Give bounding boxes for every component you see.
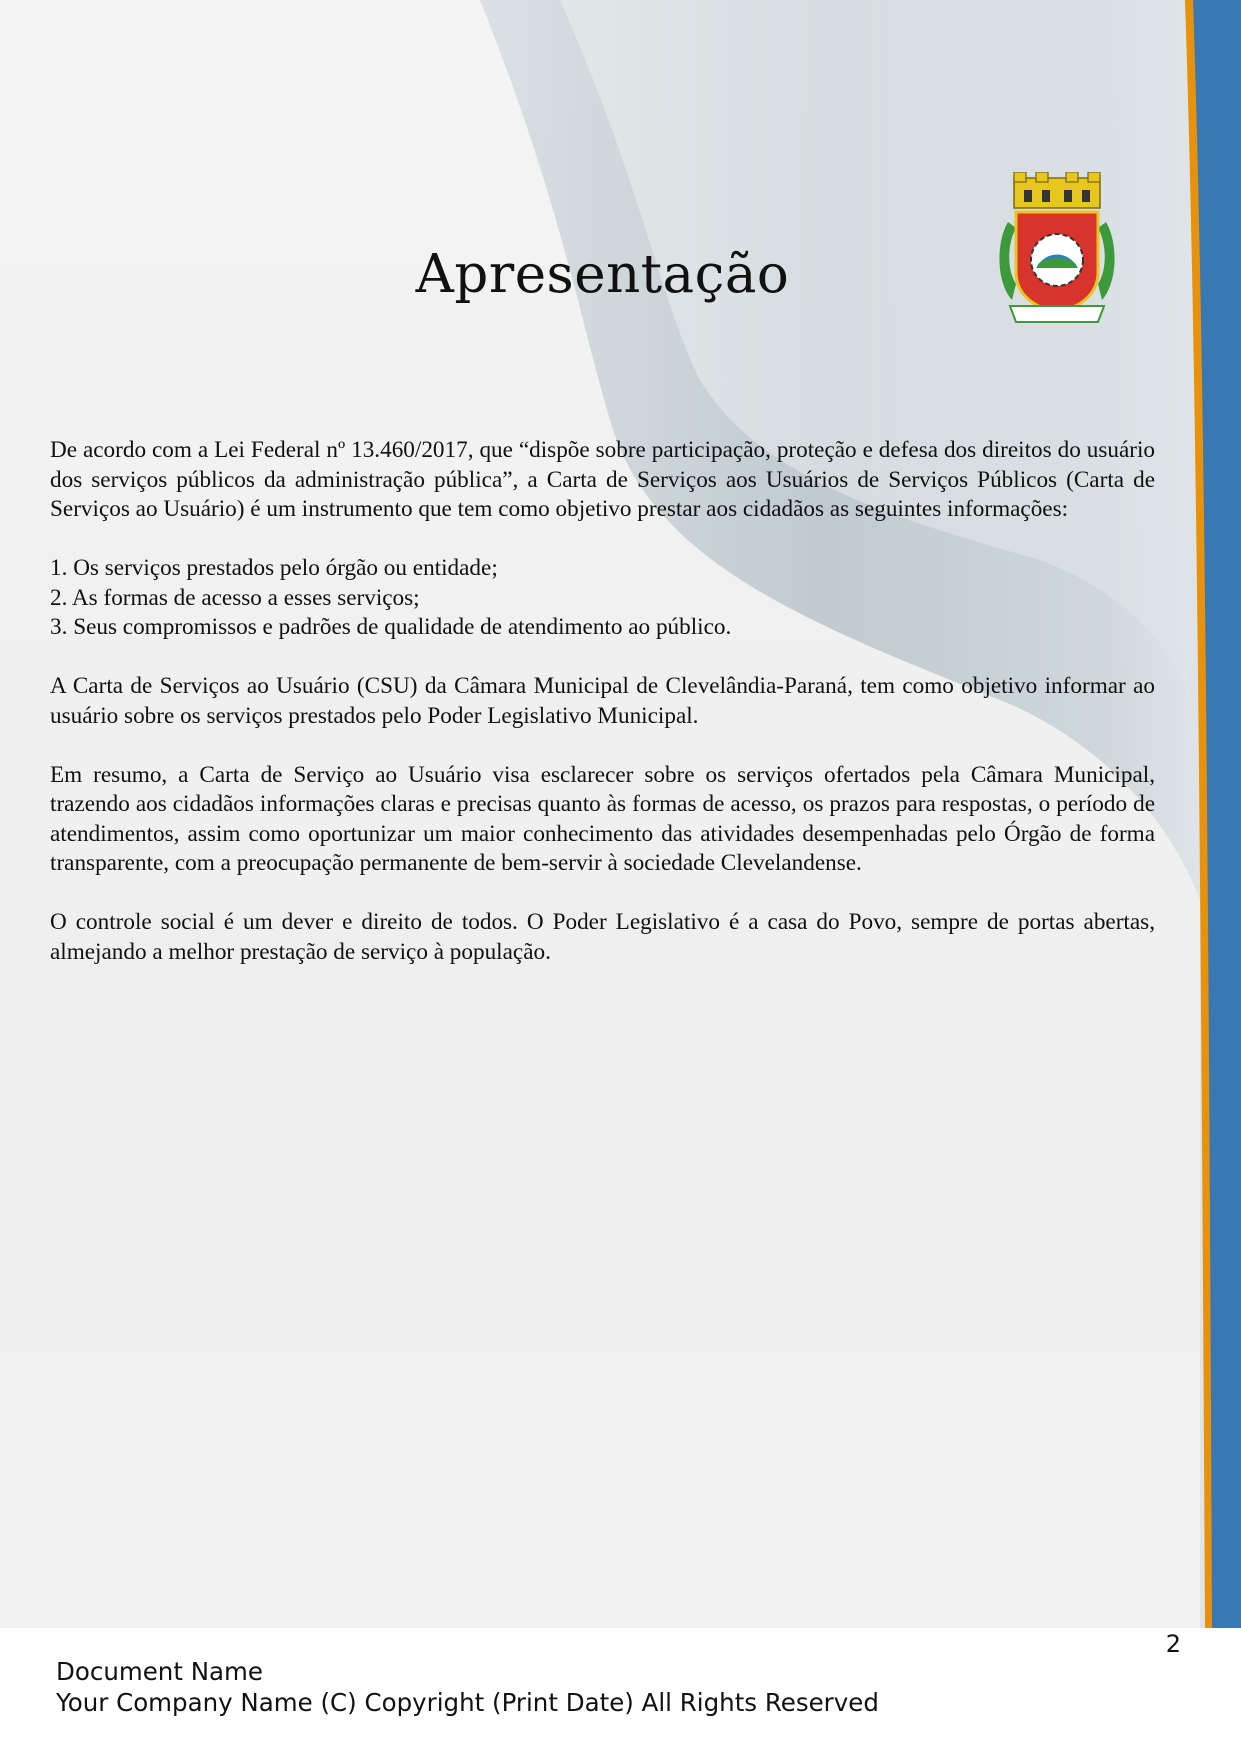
copyright-notice: Your Company Name (C) Copyright (Print Date) All Rights Reserved (56, 1688, 879, 1717)
page-number: 2 (1165, 1630, 1181, 1658)
information-list (50, 554, 1155, 643)
closing-paragraph: O controle social é um dever e direito de todos. O Poder Legislativo é a casa do Povo, sempre de portas abertas, almejando a melhor prestação de serviço à população. (50, 909, 1155, 965)
list-item: 3. Seus compromissos e padrões de qualidade de atendimento ao público. (50, 614, 732, 640)
document-body (50, 436, 1155, 997)
summary-paragraph: Em resumo, a Carta de Serviço ao Usuário visa esclarecer sobre os serviços ofertados pela Câmara Municipal, trazendo aos cidadãos informações claras e precisas quanto às formas de acesso, os prazos para respostas, o período de atendimentos, assim como oportunizar um maior conhecimento das atividades desempenhadas pelo Órgão de forma transparente, com a preocupação permanente de bem-servir à sociedade Clevelandense. (50, 761, 1155, 876)
list-item: 2. As formas de acesso a esses serviços; (50, 584, 420, 611)
intro-paragraph: De acordo com a Lei Federal nº 13.460/2017, que “dispõe sobre participação, proteção e defesa dos direitos do usuário dos serviços públicos da administração pública”, a Carta de Serviços aos Usuários de Serviços Públicos (Carta de Serviços ao Usuário) é um instrumento que tem como objetivo prestar aos cidadãos as seguintes informações: (50, 437, 1155, 522)
list-item: 1. Os serviços prestados pelo órgão ou entidade; (50, 555, 498, 581)
page-title: Apresentação (415, 244, 790, 305)
document-name: Document Name (56, 1657, 263, 1686)
municipal-coat-of-arms-icon (990, 172, 1124, 326)
csu-paragraph: A Carta de Serviços ao Usuário (CSU) da Câmara Municipal de Clevelândia-Paraná, tem como objetivo informar ao usuário sobre os serviços prestados pelo Poder Legislativo Municipal. (50, 673, 1155, 729)
